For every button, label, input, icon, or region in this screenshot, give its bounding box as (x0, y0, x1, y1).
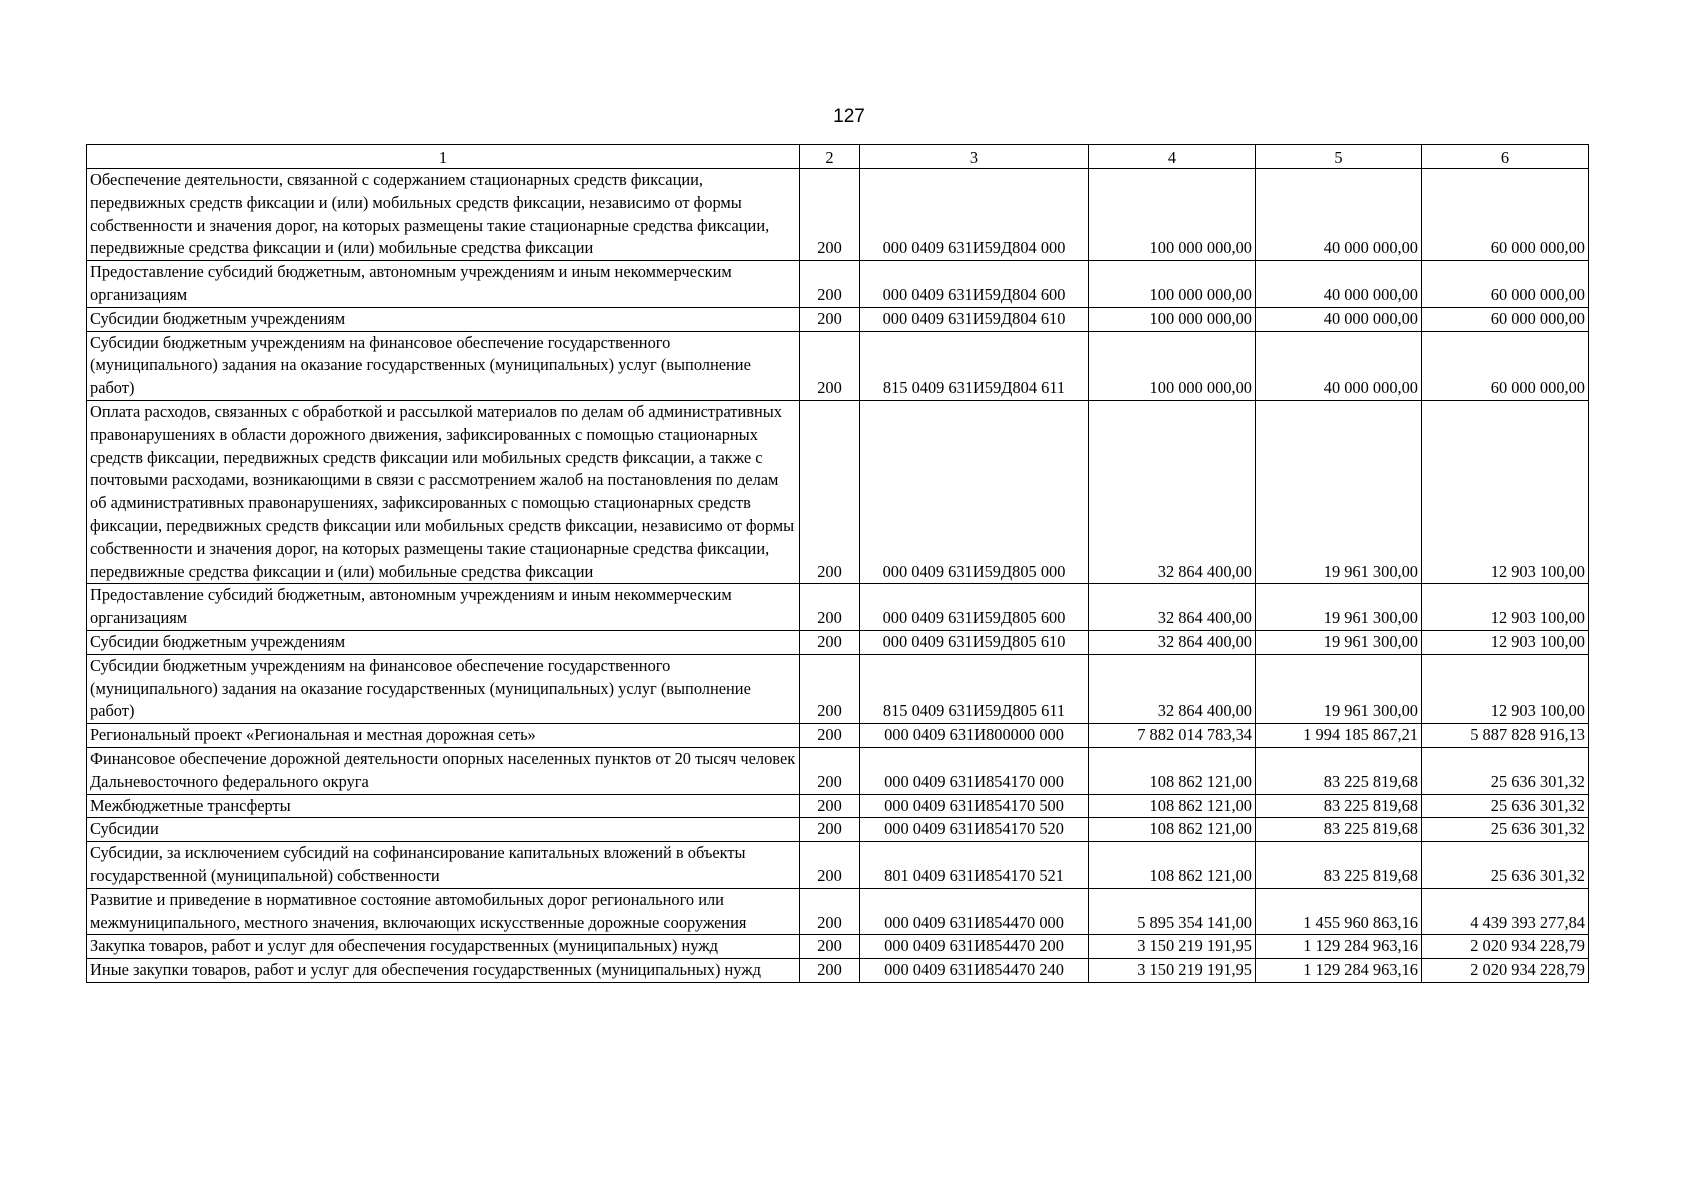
table-row (87, 584, 1589, 631)
row-code: 200 (800, 959, 860, 983)
row-value-5: 40 000 000,00 (1256, 331, 1422, 400)
row-value-6: 12 903 100,00 (1422, 584, 1589, 631)
row-kbk: 000 0409 631И59Д804 600 (860, 261, 1089, 308)
row-code: 200 (800, 169, 860, 261)
row-kbk: 000 0409 631И59Д805 610 (860, 630, 1089, 654)
row-code: 200 (800, 842, 860, 889)
row-value-4: 32 864 400,00 (1089, 630, 1256, 654)
row-value-5: 83 225 819,68 (1256, 747, 1422, 794)
row-value-6: 5 887 828 916,13 (1422, 724, 1589, 748)
row-code: 200 (800, 724, 860, 748)
row-value-4: 100 000 000,00 (1089, 169, 1256, 261)
row-name: Предоставление субсидий бюджетным, автономным учреждениям и иным некоммерческим организациям (87, 584, 800, 631)
header-cell: 5 (1256, 145, 1422, 169)
row-name: Субсидии бюджетным учреждениям (87, 307, 800, 331)
row-value-5: 83 225 819,68 (1256, 818, 1422, 842)
row-value-6: 25 636 301,32 (1422, 842, 1589, 889)
row-name: Региональный проект «Региональная и местная дорожная сеть» (87, 724, 800, 748)
row-name: Субсидии (87, 818, 800, 842)
row-value-4: 5 895 354 141,00 (1089, 888, 1256, 935)
row-value-6: 60 000 000,00 (1422, 331, 1589, 400)
row-value-6: 2 020 934 228,79 (1422, 959, 1589, 983)
row-code: 200 (800, 935, 860, 959)
row-value-4: 3 150 219 191,95 (1089, 959, 1256, 983)
row-value-6: 60 000 000,00 (1422, 307, 1589, 331)
row-code: 200 (800, 818, 860, 842)
table-row (87, 630, 1589, 654)
row-value-4: 32 864 400,00 (1089, 654, 1256, 723)
row-value-5: 1 129 284 963,16 (1256, 959, 1422, 983)
row-value-6: 60 000 000,00 (1422, 261, 1589, 308)
page-number: 127 (833, 106, 865, 127)
table-row (87, 842, 1589, 889)
row-value-4: 32 864 400,00 (1089, 400, 1256, 583)
row-value-4: 100 000 000,00 (1089, 307, 1256, 331)
row-value-4: 108 862 121,00 (1089, 818, 1256, 842)
row-code: 200 (800, 261, 860, 308)
row-name: Субсидии бюджетным учреждениям на финансовое обеспечение государственного (муниципального) задания на оказание государственных (муниципальных) услуг (выполнение работ) (87, 331, 800, 400)
row-kbk: 000 0409 631И854470 200 (860, 935, 1089, 959)
row-code: 200 (800, 584, 860, 631)
row-value-6: 25 636 301,32 (1422, 747, 1589, 794)
row-kbk: 000 0409 631И854470 000 (860, 888, 1089, 935)
row-value-4: 32 864 400,00 (1089, 584, 1256, 631)
row-name: Субсидии, за исключением субсидий на софинансирование капитальных вложений в объекты государственной (муниципальной) собственности (87, 842, 800, 889)
row-value-5: 1 129 284 963,16 (1256, 935, 1422, 959)
row-value-4: 108 862 121,00 (1089, 794, 1256, 818)
row-name: Предоставление субсидий бюджетным, автономным учреждениям и иным некоммерческим организациям (87, 261, 800, 308)
row-kbk: 000 0409 631И854170 000 (860, 747, 1089, 794)
row-value-4: 108 862 121,00 (1089, 747, 1256, 794)
row-value-4: 108 862 121,00 (1089, 842, 1256, 889)
row-name: Оплата расходов, связанных с обработкой и рассылкой материалов по делам об административных правонарушениях в области дорожного движения, зафиксированных с помощью стационарных средств фиксации, передвижных средств фиксации или мобильных средств фиксации, а также с почтовыми расходами, возникающими в связи с рассмотрением жалоб на постановления по делам об административных правонарушениях, зафиксированных с помощью стационарных средств фиксации, передвижных средств фиксации или мобильных средств фиксации, независимо от формы собственности и значения дорог, на которых размещены такие стационарные средства фиксации, передвижные средства фиксации и (или) мобильные средства фиксации (87, 400, 800, 583)
row-kbk: 801 0409 631И854170 521 (860, 842, 1089, 889)
row-code: 200 (800, 400, 860, 583)
header-cell: 6 (1422, 145, 1589, 169)
row-kbk: 000 0409 631И59Д805 600 (860, 584, 1089, 631)
row-value-6: 12 903 100,00 (1422, 630, 1589, 654)
header-cell: 1 (87, 145, 800, 169)
row-name: Закупка товаров, работ и услуг для обеспечения государственных (муниципальных) нужд (87, 935, 800, 959)
row-code: 200 (800, 794, 860, 818)
row-kbk: 000 0409 631И854170 520 (860, 818, 1089, 842)
row-value-6: 4 439 393 277,84 (1422, 888, 1589, 935)
row-value-5: 1 455 960 863,16 (1256, 888, 1422, 935)
row-value-5: 83 225 819,68 (1256, 842, 1422, 889)
table-row (87, 747, 1589, 794)
table-row (87, 307, 1589, 331)
row-value-4: 100 000 000,00 (1089, 331, 1256, 400)
row-value-4: 7 882 014 783,34 (1089, 724, 1256, 748)
header-cell: 4 (1089, 145, 1256, 169)
row-value-5: 1 994 185 867,21 (1256, 724, 1422, 748)
row-name: Финансовое обеспечение дорожной деятельности опорных населенных пунктов от 20 тысяч человек Дальневосточного федерального округа (87, 747, 800, 794)
row-value-6: 2 020 934 228,79 (1422, 935, 1589, 959)
row-name: Обеспечение деятельности, связанной с содержанием стационарных средств фиксации, передвижных средств фиксации и (или) мобильных средств фиксации, независимо от формы собственности и значения дорог, на которых размещены такие стационарные средства фиксации, передвижные средства фиксации и (или) мобильные средства фиксации (87, 169, 800, 261)
row-name: Развитие и приведение в нормативное состояние автомобильных дорог регионального или межмуниципального, местного значения, включающих искусственные дорожные сооружения (87, 888, 800, 935)
header-cell: 2 (800, 145, 860, 169)
row-value-5: 40 000 000,00 (1256, 307, 1422, 331)
row-code: 200 (800, 654, 860, 723)
row-code: 200 (800, 630, 860, 654)
header-cell: 3 (860, 145, 1089, 169)
row-kbk: 000 0409 631И854170 500 (860, 794, 1089, 818)
row-value-5: 40 000 000,00 (1256, 169, 1422, 261)
table-row (87, 818, 1589, 842)
row-name: Субсидии бюджетным учреждениям (87, 630, 800, 654)
table-row (87, 724, 1589, 748)
table-row (87, 935, 1589, 959)
row-name: Иные закупки товаров, работ и услуг для обеспечения государственных (муниципальных) нужд (87, 959, 800, 983)
table-row (87, 888, 1589, 935)
row-kbk: 815 0409 631И59Д805 611 (860, 654, 1089, 723)
table-row (87, 261, 1589, 308)
row-value-6: 25 636 301,32 (1422, 794, 1589, 818)
row-value-4: 3 150 219 191,95 (1089, 935, 1256, 959)
row-kbk: 000 0409 631И59Д804 000 (860, 169, 1089, 261)
row-value-6: 25 636 301,32 (1422, 818, 1589, 842)
row-name: Субсидии бюджетным учреждениям на финансовое обеспечение государственного (муниципального) задания на оказание государственных (муниципальных) услуг (выполнение работ) (87, 654, 800, 723)
table-row (87, 169, 1589, 261)
row-kbk: 000 0409 631И59Д804 610 (860, 307, 1089, 331)
row-value-6: 12 903 100,00 (1422, 400, 1589, 583)
header-row (87, 145, 1589, 169)
row-value-5: 19 961 300,00 (1256, 400, 1422, 583)
table-row (87, 400, 1589, 583)
row-kbk: 815 0409 631И59Д804 611 (860, 331, 1089, 400)
row-value-6: 12 903 100,00 (1422, 654, 1589, 723)
row-value-5: 40 000 000,00 (1256, 261, 1422, 308)
row-code: 200 (800, 747, 860, 794)
budget-table (86, 144, 1589, 983)
row-code: 200 (800, 331, 860, 400)
row-name: Межбюджетные трансферты (87, 794, 800, 818)
row-value-5: 19 961 300,00 (1256, 654, 1422, 723)
row-value-6: 60 000 000,00 (1422, 169, 1589, 261)
row-kbk: 000 0409 631И59Д805 000 (860, 400, 1089, 583)
row-value-4: 100 000 000,00 (1089, 261, 1256, 308)
table-row (87, 331, 1589, 400)
row-kbk: 000 0409 631И854470 240 (860, 959, 1089, 983)
row-value-5: 19 961 300,00 (1256, 630, 1422, 654)
table-row (87, 794, 1589, 818)
table-row (87, 959, 1589, 983)
row-value-5: 83 225 819,68 (1256, 794, 1422, 818)
table-row (87, 654, 1589, 723)
row-kbk: 000 0409 631И800000 000 (860, 724, 1089, 748)
row-code: 200 (800, 888, 860, 935)
row-code: 200 (800, 307, 860, 331)
row-value-5: 19 961 300,00 (1256, 584, 1422, 631)
